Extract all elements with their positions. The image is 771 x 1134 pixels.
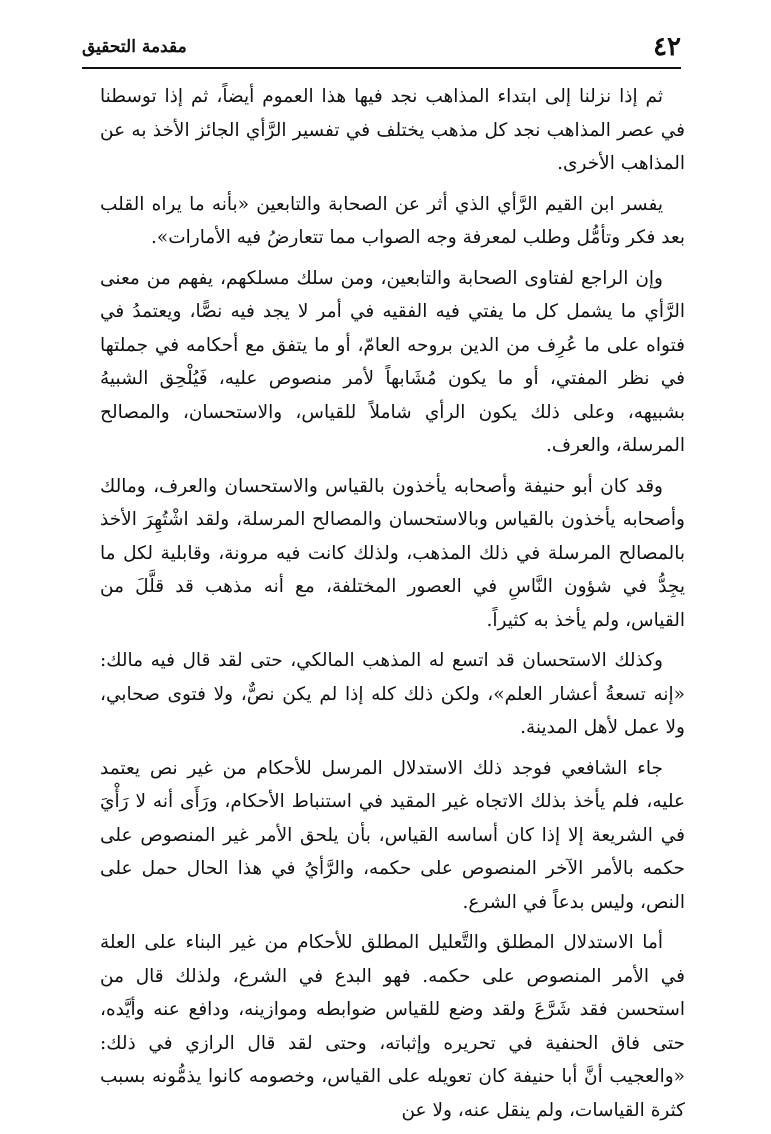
running-title: مقدمة التحقيق	[82, 37, 187, 57]
body-text	[100, 80, 685, 1134]
page-header	[82, 30, 681, 64]
paragraph: ثم إذا نزلنا إلى ابتداء المذاهب نجد فيها هذا العموم أيضاً، ثم إذا توسطنا في عصر المذاهب نجد كل مذهب يختلف في تفسير الرَّأي الجائز الأخذ به عن المذاهب الأخرى.	[100, 86, 685, 174]
page-number: ٤٢	[653, 32, 681, 62]
paragraph: وقد كان أبو حنيفة وأصحابه يأخذون بالقياس والاستحسان والعرف، ومالك وأصحابه يأخذون بالقياس وبالاستحسان والمصالح المرسلة، ولقد اشْتُهِرَ الأخذ بالمصالح المرسلة في ذلك المذهب، ولذلك كانت فيه مرونة، وقابلية لكل ما يجِدُّ في شؤون النَّاسِ في العصور المختلفة، مع أنه مذهب قد قلَّلَ من القياس، ولم يأخذ به كثيراً.	[100, 475, 685, 631]
paragraph: وكذلك الاستحسان قد اتسع له المذهب المالكي، حتى لقد قال فيه مالك: «إنه تسعةُ أعشار العلم»، ولكن ذلك كله إذا لم يكن نصٌّ، ولا فتوى صحابي، ولا عمل لأهل المدينة.	[100, 650, 685, 738]
paragraph: جاء الشافعي فوجد ذلك الاستدلال المرسل للأحكام من غير نص يعتمد عليه، فلم يأخذ بذلك الاتجاه غير المقيد في استنباط الأحكام، ورَأَى أنه لا رَأْيَ في الشريعة إلا إذا كان أساسه القياس، بأن يلحق الأمر غير المنصوص على حكمه بالأمر الآخر المنصوص على حكمه، والرَّأيُ في هذا الحال حمل على النص، وليس بدعاً في الشرع.	[100, 757, 685, 913]
paragraph: وإن الراجع لفتاوى الصحابة والتابعين، ومن سلك مسلكهم، يفهم من معنى الرَّأي ما يشمل كل ما يفتي فيه الفقيه في أمر لا يجد فيه نصًّا، ويعتمدُ في فتواه على ما عُرِف من الدين بروحه العامّ، أو ما يتفق مع أحكامه في جملتها في نظر المفتي، أو ما يكون مُشَابهاً لأمر منصوص عليه، فَيُلْحِق الشبيهُ بشبيهه، وعلى ذلك يكون الرأي شاملاً للقياس، والاستحسان، والمصالح المرسلة، والعرف.	[100, 267, 685, 456]
paragraph: يفسر ابن القيم الرَّأي الذي أثر عن الصحابة والتابعين «بأنه ما يراه القلب بعد فكر وتأمُّل وطلب لمعرفة وجه الصواب مما تتعارضُ فيه الأمارات».	[100, 193, 685, 248]
paragraph: أما الاستدلال المطلق والتَّعليل المطلق للأحكام من غير البناء على العلة في الأمر المنصوص على حكمه. فهو البدع في الشرع، ولذلك قال من استحسن فقد شَرَّعَ ولقد وضع للقياس ضوابطه وموازينه، ودافع عنه وأيَّده، حتى فاق الحنفية في تحريره وإثباته، وحتى لقد قال الرازي في ذلك: «والعجيب أنَّ أبا حنيفة كان تعويله على القياس، وخصومه كانوا يذمُّونه بسبب كثرة القياسات، ولم ينقل عنه، ولا عن	[100, 932, 685, 1121]
header-rule	[82, 67, 681, 69]
